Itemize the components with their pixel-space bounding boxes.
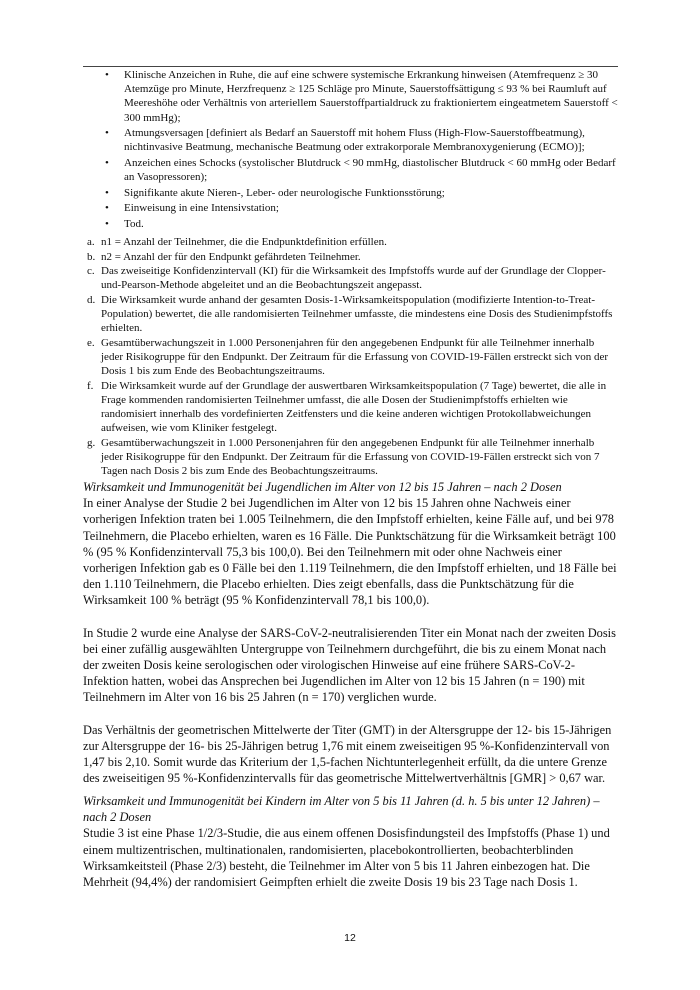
- bullet-text: Einweisung in eine Intensivstation;: [124, 202, 279, 215]
- paragraph: Studie 3 ist eine Phase 1/2/3-Studie, die aus einem offenen Dosisfindungsteil des Impfstoffs (Phase 1) und einem multizentrischen, multinationalen, randomisierten, placebokontrollierten, beobachterblinden Wirksamkeitsteil (Phase 2/3) besteht, die Teilnehmer im Alter von 5 bis 11 Jahren einbezogen hat. Die Mehrheit (94,4%) der randomisiert Geimpften erhielt die zweite Dosis 19 bis 23 Tage nach Dosis 1.: [83, 826, 610, 890]
- bullet-dot-icon: •: [105, 202, 109, 215]
- footnote-text: Das zweiseitige Konfidenzintervall (KI) für die Wirksamkeit des Impfstoffs wurde auf der Grundlage der Clopper-und-Pearson-Methode abgeleitet und an die Beobachtungszeit angepasst.: [101, 265, 606, 292]
- footnote-item: [83, 264, 618, 292]
- bullet-dot-icon: •: [105, 127, 109, 140]
- section-children: [83, 793, 618, 890]
- footnote-label: e.: [87, 336, 95, 349]
- footnote-label: g.: [87, 436, 96, 449]
- footnote-label: b.: [87, 250, 96, 263]
- bullet-item: [83, 201, 618, 215]
- footnote-label: f.: [87, 379, 94, 392]
- paragraph: In Studie 2 wurde eine Analyse der SARS-CoV-2-neutralisierenden Titer ein Monat nach der zweiten Dosis bei einer zufällig ausgewählten Untergruppe von Teilnehmern durchgeführt, die bis zu einem Monat nach der zweiten Dosis keine serologischen oder virologischen Hinweise auf eine frühere SARS-CoV-2-Infektion hatten, wobei das Ansprechen bei Jugendlichen im Alter von 12 bis 15 Jahren (n = 190) mit Teilnehmern im Alter von 16 bis 25 Jahren (n = 170) verglichen wurde.: [83, 625, 616, 705]
- footnote-label: d.: [87, 293, 96, 306]
- bullet-item: [83, 156, 618, 184]
- bullet-text: Atmungsversagen [definiert als Bedarf an Sauerstoff mit hohem Fluss (High-Flow-Sauerstoffbeatmung), nichtinvasive Beatmung, mechanische Beatmung oder extrakorporale Membranoxygenierung (ECMO)];: [124, 127, 585, 154]
- footnote-item: [83, 293, 618, 336]
- footnote-item: [83, 250, 618, 264]
- footnote-item: [83, 379, 618, 436]
- paragraph: Das Verhältnis der geometrischen Mittelwerte der Titer (GMT) in der Altersgruppe der 12- bis 15-Jährigen zur Altersgruppe der 16- bis 25-Jährigen betrug 1,76 mit einem zweiseitigen 95 %-Konfidenzintervall von 1,47 bis 2,10. Somit wurde das Kriterium der 1,5-fachen Nichtunterlegenheit erfüllt, da die untere Grenze des zweiseitigen 95 %-Konfidenzintervalls für das geometrische Mittelwertverhältnis [GMR] > 0,67 war.: [83, 722, 612, 786]
- criteria-bullet-list: [83, 68, 618, 233]
- footnote-item: [83, 235, 618, 249]
- bullet-item: [83, 126, 618, 154]
- bullet-item: [83, 186, 618, 200]
- footnote-text: Gesamtüberwachungszeit in 1.000 Personenjahren für den angegebenen Endpunkt für alle Teilnehmer innerhalb jeder Risikogruppe für den Endpunkt. Der Zeitraum für die Erfassung von COVID-19-Fällen erstreckt sich von 7 Tagen nach Dosis 2 bis zum Ende des Beobachtungszeitraums.: [101, 436, 600, 478]
- bullet-text: Signifikante akute Nieren-, Leber- oder neurologische Funktionsstörung;: [124, 186, 445, 199]
- section-heading: Wirksamkeit und Immunogenität bei Kindern im Alter von 5 bis 11 Jahren (d. h. 5 bis unter 12 Jahren) – nach 2 Dosen: [83, 794, 600, 825]
- header-rule: [83, 66, 618, 67]
- bullet-item: [83, 217, 618, 231]
- bullet-dot-icon: •: [105, 217, 109, 230]
- bullet-item: [83, 68, 618, 125]
- footnote-item: [83, 436, 618, 479]
- section-adolescents: [83, 479, 618, 786]
- bullet-text: Tod.: [124, 217, 144, 230]
- footnote-list: [83, 235, 618, 479]
- bullet-dot-icon: •: [105, 186, 109, 199]
- bullet-dot-icon: •: [105, 157, 109, 169]
- footnote-label: c.: [87, 265, 95, 277]
- footnote-item: [83, 336, 618, 379]
- footnote-label: a.: [87, 236, 95, 248]
- page-number: 12: [344, 932, 356, 944]
- footnote-text: n1 = Anzahl der Teilnehmer, die die Endpunktdefinition erfüllen.: [101, 236, 387, 248]
- bullet-dot-icon: •: [105, 69, 109, 81]
- paragraph: In einer Analyse der Studie 2 bei Jugendlichen im Alter von 12 bis 15 Jahren ohne Nachweis einer vorherigen Infektion traten bei 1.005 Teilnehmern, die den Impfstoff erhielten, keine Fälle auf, und bei 978 Teilnehmern, die Placebo erhielten, waren es 16 Fälle. Die Punktschätzung für die Wirksamkeit beträgt 100 % (95 % Konfidenzintervall 75,3 bis 100,0). Bei den Teilnehmern mit oder ohne Nachweis einer vorherigen Infektion gab es 0 Fälle bei den 1.119 Teilnehmern, die den Impfstoff erhielten, und 18 Fälle bei den 1.110 Teilnehmern, die Placebo erhielten. Dies zeigt ebenfalls, dass die Punktschätzung für die Wirksamkeit 100 % beträgt (95 % Konfidenzintervall 78,1 bis 100,0).: [83, 496, 617, 608]
- footnote-text: Gesamtüberwachungszeit in 1.000 Personenjahren für den angegebenen Endpunkt für alle Teilnehmer innerhalb jeder Risikogruppe für den Endpunkt. Der Zeitraum für die Erfassung von COVID-19-Fällen erstreckt sich von der Dosis 1 bis zum Ende des Beobachtungszeitraums.: [101, 336, 609, 378]
- bullet-text: Anzeichen eines Schocks (systolischer Blutdruck < 90 mmHg, diastolischer Blutdruck < 60 mmHg oder Bedarf an Vasopressoren);: [124, 157, 616, 184]
- footnote-text: Die Wirksamkeit wurde auf der Grundlage der auswertbaren Wirksamkeitspopulation (7 Tage) bewertet, die alle in Frage kommenden randomisierten Teilnehmer umfasst, die alle Dosen der Studienimpfstoffs erhielten wie randomisiert innerhalb des vordefinierten Zeitfensters und die keine anderen wichtigen Protokollabweichungen aufweisen, wie vom Kliniker festgelegt.: [101, 379, 607, 435]
- footnote-text: Die Wirksamkeit wurde anhand der gesamten Dosis-1-Wirksamkeitspopulation (modifizierte Intention-to-Treat-Population) bewertet, die alle randomisierten Teilnehmer umfasste, die mindestens eine Dosis des Studienimpfstoffs erhielten.: [101, 293, 613, 335]
- bullet-text: Klinische Anzeichen in Ruhe, die auf eine schwere systemische Erkrankung hinweisen (Atemfrequenz ≥ 30 Atemzüge pro Minute, Herzfrequenz ≥ 125 Schläge pro Minute, Sauerstoffsättigung ≤ 93 % bei Raumluft auf Meereshöhe oder Verhältnis von arteriellem Sauerstoffpartialdruck zu fraktioniertem eingeatmetem Sauerstoff < 300 mmHg);: [124, 69, 618, 124]
- footnote-text: n2 = Anzahl der für den Endpunkt gefährdeten Teilnehmer.: [101, 250, 361, 263]
- section-heading: Wirksamkeit und Immunogenität bei Jugendlichen im Alter von 12 bis 15 Jahren – nach 2 Dosen: [83, 480, 562, 494]
